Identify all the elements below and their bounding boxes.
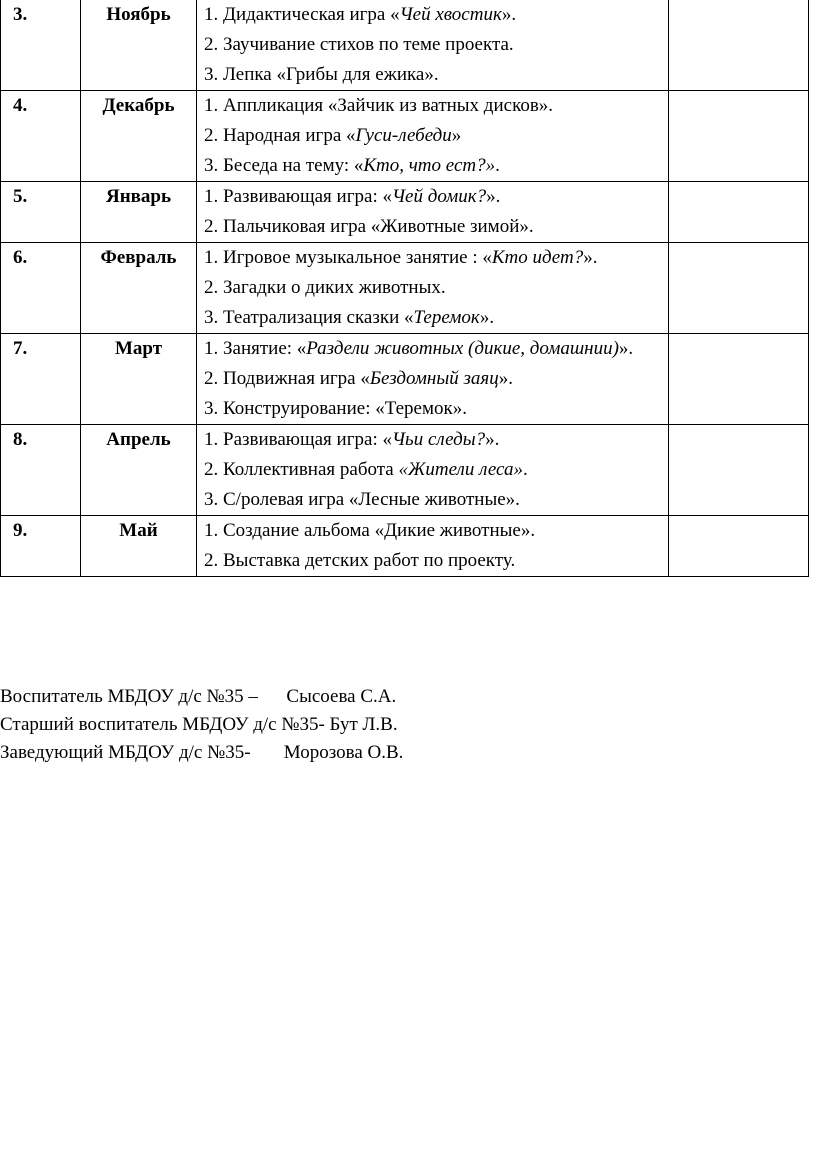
activity-item <box>204 364 664 394</box>
activity-title: Кто идет? <box>491 247 584 268</box>
activity-text: 1. Игровое музыкальное занятие : « <box>204 247 492 268</box>
row-number: 7. <box>1 334 81 425</box>
activity-title: «Жители леса» <box>398 459 523 480</box>
activity-title: Гуси-лебеди <box>355 125 452 146</box>
activity-suffix: ». <box>486 186 501 207</box>
activity-text: 2. Подвижная игра « <box>204 368 370 389</box>
signature-senior-teacher: Старший воспитатель МБДОУ д/с №35- Бут Л.В. <box>0 714 398 735</box>
activity-suffix: » <box>451 125 462 146</box>
row-number: 3. <box>1 0 81 91</box>
table-row <box>1 91 809 182</box>
row-number: 6. <box>1 243 81 334</box>
activities-cell <box>197 0 669 91</box>
activity-text: 3. Конструирование: «Теремок». <box>204 398 467 419</box>
activity-title: Чей домик? <box>391 186 487 207</box>
activity-text: 3. С/ролевая игра «Лесные животные». <box>204 489 520 510</box>
activity-suffix: ». <box>498 368 513 389</box>
month-cell: Ноябрь <box>81 0 197 91</box>
activity-item <box>204 273 664 303</box>
activity-text: 2. Заучивание стихов по теме проекта. <box>204 34 514 55</box>
month-cell: Январь <box>81 182 197 243</box>
month-cell: Февраль <box>81 243 197 334</box>
activity-item <box>204 516 664 546</box>
activity-item <box>204 455 664 485</box>
notes-cell <box>669 243 809 334</box>
notes-cell <box>669 91 809 182</box>
activity-item <box>204 182 664 212</box>
activity-suffix: ». <box>501 4 517 25</box>
activity-item <box>204 121 664 151</box>
activity-text: 2. Народная игра « <box>204 125 356 146</box>
activity-item <box>204 334 664 364</box>
activity-item <box>204 243 664 273</box>
activity-title: Раздели животных (дикие, домашнии) <box>306 338 619 359</box>
activity-item <box>204 546 664 576</box>
notes-cell <box>669 516 809 577</box>
activity-text: 3. Театрализация сказки « <box>204 307 414 328</box>
notes-cell <box>669 425 809 516</box>
plan-table-body <box>1 0 809 577</box>
table-row <box>1 334 809 425</box>
activity-suffix: . <box>522 459 528 480</box>
activity-text: 2. Коллективная работа <box>204 459 399 480</box>
activity-text: 1. Развивающая игра: « <box>204 429 392 450</box>
activity-title: Чьи следы? <box>391 429 486 450</box>
activity-item <box>204 0 664 30</box>
activities-cell <box>197 425 669 516</box>
table-row <box>1 0 809 91</box>
activity-text: 3. Лепка «Грибы для ежика». <box>204 64 439 85</box>
notes-cell <box>669 334 809 425</box>
month-cell: Апрель <box>81 425 197 516</box>
activity-item <box>204 485 664 515</box>
activity-item <box>204 60 664 90</box>
activity-title: Кто, что ест?» <box>363 155 496 176</box>
notes-cell <box>669 0 809 91</box>
activities-cell <box>197 91 669 182</box>
activity-text: 3. Беседа на тему: « <box>204 155 364 176</box>
activity-suffix: ». <box>485 429 500 450</box>
month-cell: Декабрь <box>81 91 197 182</box>
activity-text: 2. Выставка детских работ по проекту. <box>204 550 516 571</box>
activity-item <box>204 394 664 424</box>
activity-text: 2. Пальчиковая игра «Животные зимой». <box>204 216 534 237</box>
activity-suffix: . <box>495 155 500 176</box>
activity-text: 1. Создание альбома «Дикие животные». <box>204 520 536 541</box>
row-number: 9. <box>1 516 81 577</box>
table-row <box>1 243 809 334</box>
activity-suffix: ». <box>583 247 598 268</box>
month-cell: Май <box>81 516 197 577</box>
activities-cell <box>197 516 669 577</box>
activity-text: 1. Развивающая игра: « <box>204 186 392 207</box>
activity-title: Теремок <box>413 307 480 328</box>
table-row <box>1 182 809 243</box>
row-number: 8. <box>1 425 81 516</box>
table-row <box>1 516 809 577</box>
activity-title: Бездомный заяц <box>369 368 499 389</box>
activities-cell <box>197 182 669 243</box>
row-number: 5. <box>1 182 81 243</box>
notes-cell <box>669 182 809 243</box>
activity-text: 1. Занятие: « <box>204 338 307 359</box>
activity-suffix: ». <box>479 307 495 328</box>
row-number: 4. <box>1 91 81 182</box>
activities-cell <box>197 334 669 425</box>
activity-title: Чей хвостик <box>399 4 502 25</box>
activities-cell <box>197 243 669 334</box>
activity-text: 1. Дидактическая игра « <box>204 4 400 25</box>
activity-item <box>204 151 664 181</box>
signatures-block <box>0 683 403 767</box>
activity-text: 2. Загадки о диких животных. <box>204 277 446 298</box>
signature-teacher: Воспитатель МБДОУ д/с №35 – Сысоева С.А. <box>0 686 397 707</box>
activity-item <box>204 91 664 121</box>
activity-item <box>204 425 664 455</box>
activity-item <box>204 212 664 242</box>
activity-item <box>204 303 664 333</box>
month-cell: Март <box>81 334 197 425</box>
signature-head: Заведующий МБДОУ д/с №35- Морозова О.В. <box>0 742 404 763</box>
activity-suffix: ». <box>618 338 634 359</box>
activity-item <box>204 30 664 60</box>
activity-text: 1. Аппликация «Зайчик из ватных дисков». <box>204 95 554 116</box>
table-row <box>1 425 809 516</box>
project-plan-table <box>0 0 809 577</box>
